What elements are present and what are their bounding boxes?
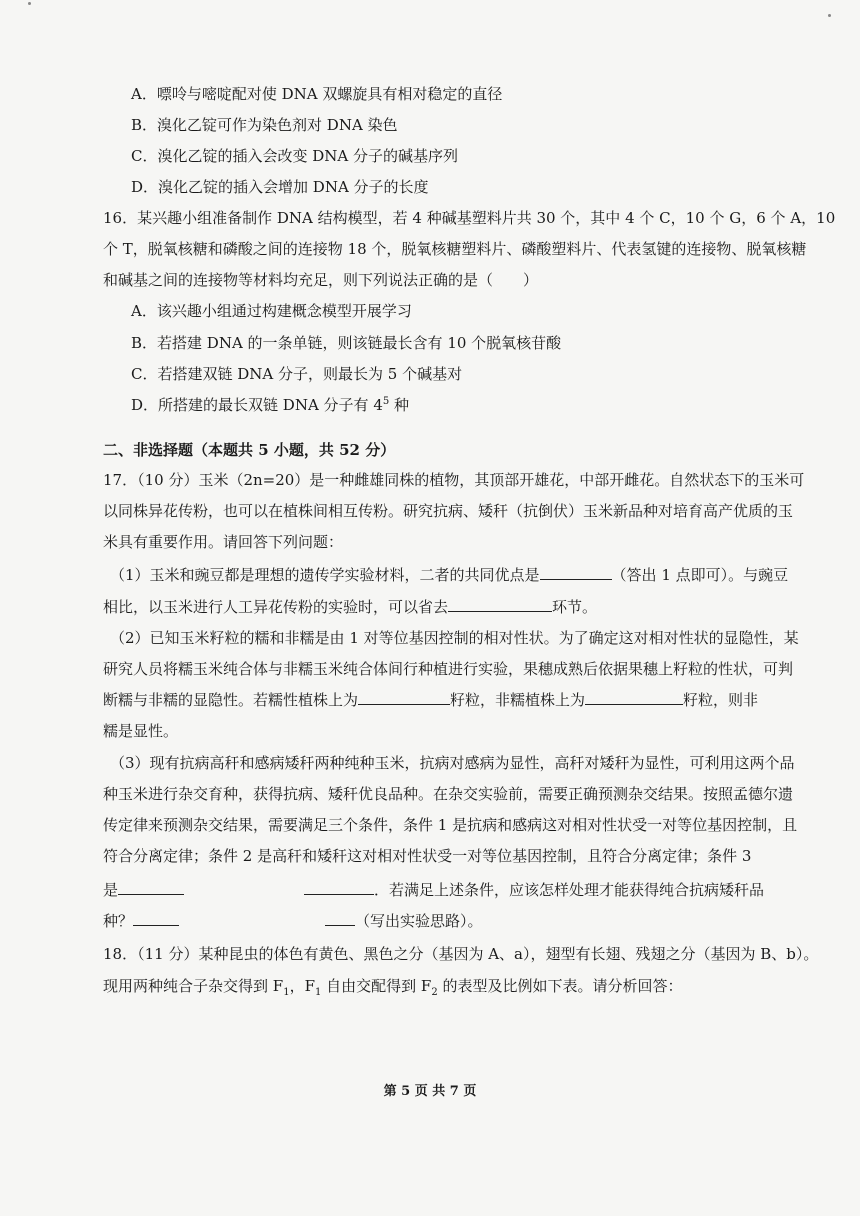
q15-option-b: B．溴化乙锭可作为染色剂对 DNA 染色	[131, 116, 398, 134]
q17-part3-line6	[103, 911, 483, 931]
q16-option-d	[131, 395, 409, 415]
q18-line1: 18．（11 分）某种昆虫的体色有黄色、黑色之分（基因为 A、a），翅型有长翅、残翅之分（基因为 B、b）。	[103, 945, 819, 963]
answer-blank[interactable]	[304, 880, 374, 895]
q16-option-d-suffix: 种	[389, 396, 410, 414]
q17-part3-line3: 传定律来预测杂交结果，需要满足三个条件，条件 1 是抗病和感病这对相对性状受一对等位基因控制，且	[103, 816, 798, 834]
q17-part3-line4: 符合分离定律；条件 2 是高秆和矮秆这对相对性状受一对等位基因控制，且符合分离定律；条件 3	[103, 847, 752, 865]
q17-line2: 以同株异花传粉，也可以在植株间相互传粉。研究抗病、矮秆（抗倒伏）玉米新品种对培育高产优质的玉	[103, 502, 794, 520]
q17-line3: 米具有重要作用。请回答下列问题：	[103, 533, 344, 551]
q17-part3-line5	[103, 880, 764, 900]
q17-line1: 17．（10 分）玉米（2n=20）是一种雌雄同株的植物，其顶部开雄花，中部开雌花。自然状态下的玉米可	[103, 471, 805, 489]
q17-part1-line1	[110, 565, 788, 585]
q17-part3-text: （写出实验思路）。	[355, 912, 483, 930]
q18-subscript: 2	[431, 987, 438, 998]
q17-part1-text: 相比，以玉米进行人工异花传粉的实验时，可以省去	[103, 598, 449, 616]
q17-part3-line2: 种玉米进行杂交育种，获得抗病、矮秆优良品种。在杂交实验前，需要正确预测杂交结果。按照孟德尔遗	[103, 785, 794, 803]
q17-part1-text: （1）玉米和豌豆都是理想的遗传学实验材料，二者的共同优点是	[110, 566, 540, 584]
q17-part2-line4: 糯是显性。	[103, 722, 179, 740]
q17-part2-text: 籽粒，非糯植株上为	[450, 691, 586, 709]
q17-part2-line3	[103, 690, 758, 710]
scan-mark	[28, 2, 31, 5]
q18-text: 自由交配得到 F	[321, 977, 432, 995]
scan-mark	[828, 14, 831, 17]
q16-option-c: C．若搭建双链 DNA 分子，则最长为 5 个碱基对	[131, 365, 463, 383]
answer-blank[interactable]	[325, 911, 355, 926]
answer-blank[interactable]	[358, 690, 450, 705]
q15-option-a: A．嘌呤与嘧啶配对使 DNA 双螺旋具有相对稳定的直径	[131, 85, 503, 103]
q17-part2-line2: 研究人员将糯玉米纯合体与非糯玉米纯合体间行种植进行实验，果穗成熟后依据果穗上籽粒的性状，可判	[103, 660, 794, 678]
q17-part1-text: （答出 1 点即可）。与豌豆	[611, 566, 789, 584]
answer-blank[interactable]	[448, 597, 552, 612]
q16-option-a: A．该兴趣小组通过构建概念模型开展学习	[131, 302, 412, 320]
q18-text: 现用两种纯合子杂交得到 F	[103, 977, 284, 995]
q16-option-b: B．若搭建 DNA 的一条单链，则该链最长含有 10 个脱氧核苷酸	[131, 334, 562, 352]
q18-subscript: 1	[283, 987, 290, 998]
section-title: 二、非选择题（本题共 5 小题，共 52 分）	[103, 441, 396, 459]
q17-part3-text: 是	[103, 881, 119, 899]
q17-part2-text: 断糯与非糯的显隐性。若糯性植株上为	[103, 691, 359, 709]
q17-part3-text: ．若满足上述条件，应该怎样处理才能获得纯合抗病矮秆品	[374, 881, 765, 899]
q16-stem-line3: 和碱基之间的连接物等材料均充足，则下列说法正确的是（ ）	[103, 271, 539, 289]
q16-option-d-exponent: 5	[382, 396, 390, 407]
q17-part1-text: 环节。	[552, 598, 598, 616]
q17-part3-line1: （3）现有抗病高秆和感病矮秆两种纯种玉米，抗病对感病为显性，高秆对矮秆为显性，可利用这两个品	[110, 754, 795, 772]
q16-stem-line2: 个 T，脱氧核糖和磷酸之间的连接物 18 个，脱氧核糖塑料片、磷酸塑料片、代表氢键的连接物、脱氧核糖	[103, 240, 807, 258]
q16-stem-line1: 16．某兴趣小组准备制作 DNA 结构模型，若 4 种碱基塑料片共 30 个，其中 4 个 C，10 个 G，6 个 A，10	[103, 209, 836, 227]
q18-text: 的表型及比例如下表。请分析回答：	[437, 977, 683, 995]
answer-blank[interactable]	[540, 565, 612, 580]
q16-option-d-text: D．所搭建的最长双链 DNA 分子有 4	[131, 396, 383, 414]
q17-part3-text: 种？	[103, 912, 134, 930]
q15-option-d: D．溴化乙锭的插入会增加 DNA 分子的长度	[131, 178, 429, 196]
answer-blank[interactable]	[118, 880, 184, 895]
q18-line2	[103, 976, 682, 996]
answer-blank[interactable]	[133, 911, 179, 926]
q18-text: ，F	[289, 977, 315, 995]
page-number: 第 5 页 共 7 页	[383, 1084, 477, 1099]
q17-part2-text: 籽粒，则非	[683, 691, 759, 709]
q15-option-c: C．溴化乙锭的插入会改变 DNA 分子的碱基序列	[131, 147, 458, 165]
q18-subscript: 1	[314, 987, 322, 998]
answer-blank[interactable]	[585, 690, 683, 705]
q17-part1-line2	[103, 597, 597, 617]
q17-part2-line1: （2）已知玉米籽粒的糯和非糯是由 1 对等位基因控制的相对性状。为了确定这对相对性状的显隐性，某	[110, 629, 799, 647]
